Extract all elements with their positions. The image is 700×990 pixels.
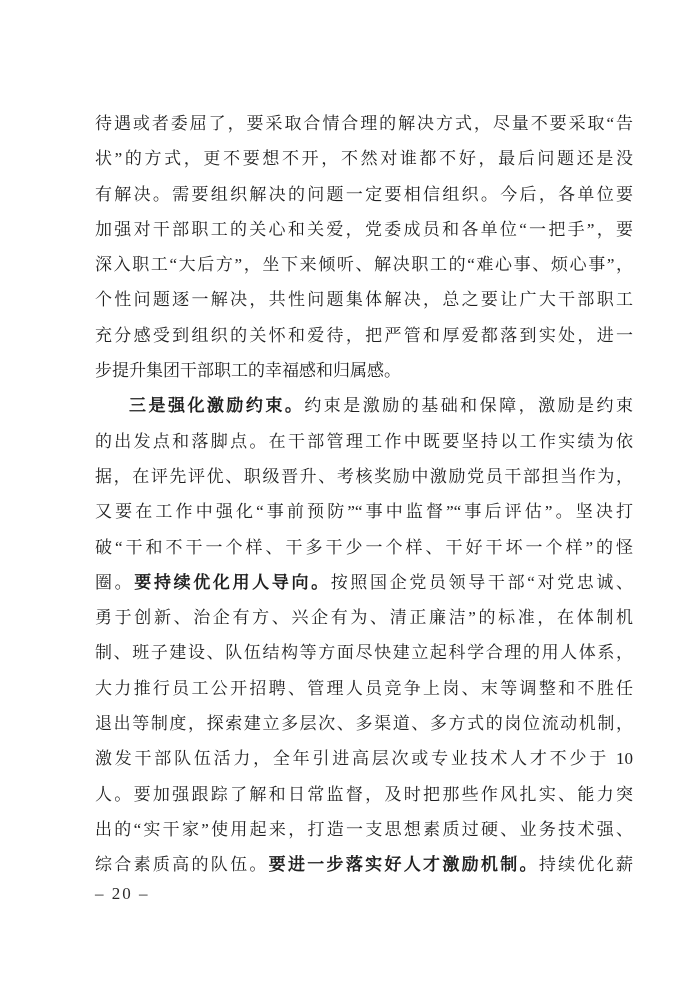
text-run: 持续优化薪 [538,855,633,875]
text-run: 人。要加强跟踪了解和日常监督，及时把那些作风扎实、能力突 [95,784,633,804]
bold-text-run: 要进一步落实好人才激励机制。 [268,855,539,875]
text-run: 状”的方式，更不要想不开，不然对谁都不好，最后问题还是没 [95,149,633,169]
text-run: 充分感受到组织的关怀和爱待，把严管和厚爱都落到实处，进一 [95,325,633,345]
bold-text-run: 三是强化激励约束。 [129,396,305,416]
text-run: 综合素质高的队伍。 [95,855,269,875]
text-line [95,741,633,776]
text-run: 步提升集团干部职工的幸福感和归属感。 [95,361,401,381]
text-run: 待遇或者委屈了，要采取合情合理的解决方式，尽量不要采取“告 [95,114,633,133]
text-line [95,177,633,212]
text-run: 有解决。需要组织解决的问题一定要相信组织。今后，各单位要 [95,184,633,204]
text-line [95,282,633,317]
text-line [95,353,633,388]
text-line [95,706,633,741]
text-line [95,212,633,247]
text-run: 出的“实干家”使用起来，打造一支思想素质过硬、业务技术强、 [95,819,633,839]
text-run: 制、班子建设、队伍结构等方面尽快建立起科学合理的用人体系， [95,643,633,663]
text-line [95,494,633,529]
text-run: 圈。 [95,572,135,592]
text-line [95,635,633,670]
text-line [95,388,633,423]
text-run: 激发干部队伍活力，全年引进高层次或专业技术人才不少于 10 [95,749,633,769]
text-run: 个性问题逐一解决，共性问题集体解决，总之要让广大干部职工 [95,290,633,310]
text-line [95,459,633,494]
text-line [95,141,633,176]
text-line [95,247,633,282]
text-line [95,777,633,812]
text-run: 破“干和不干一个样、干多干少一个样、干好干坏一个样”的怪 [95,537,633,557]
text-run: 勇于创新、治企有方、兴企有为、清正廉洁”的标准，在体制机 [95,608,633,628]
text-run: 约束是激励的基础和保障，激励是约束 [304,396,633,416]
text-run: 加强对干部职工的关心和关爱，党委成员和各单位“一把手”，要 [95,219,633,239]
text-line [95,600,633,635]
text-line [95,847,633,882]
bold-text-run: 要持续优化用人导向。 [134,572,331,592]
text-run: 的出发点和落脚点。在干部管理工作中既要坚持以工作实绩为依 [95,431,633,451]
text-run: 按照国企党员领导干部“对党忠诚、 [330,572,633,592]
text-run: 大力推行员工公开招聘、管理人员竞争上岗、末等调整和不胜任 [95,678,633,698]
text-run: 深入职工“大后方”，坐下来倾听、解决职工的“难心事、烦心事”， [95,255,633,275]
text-run: 退出等制度，探索建立多层次、多渠道、多方式的岗位流动机制， [95,714,633,734]
document-body [95,106,633,883]
page-number: – 20 – [95,884,150,903]
text-line [95,424,633,459]
text-line [95,671,633,706]
text-line [95,565,633,600]
text-line [95,530,633,565]
text-line [95,106,633,141]
text-run: 又要在工作中强化“事前预防”“事中监督”“事后评估”。坚决打 [95,502,633,522]
text-run: 据，在评先评优、职级晋升、考核奖励中激励党员干部担当作为， [95,466,633,486]
text-line [95,812,633,847]
text-line [95,318,633,353]
